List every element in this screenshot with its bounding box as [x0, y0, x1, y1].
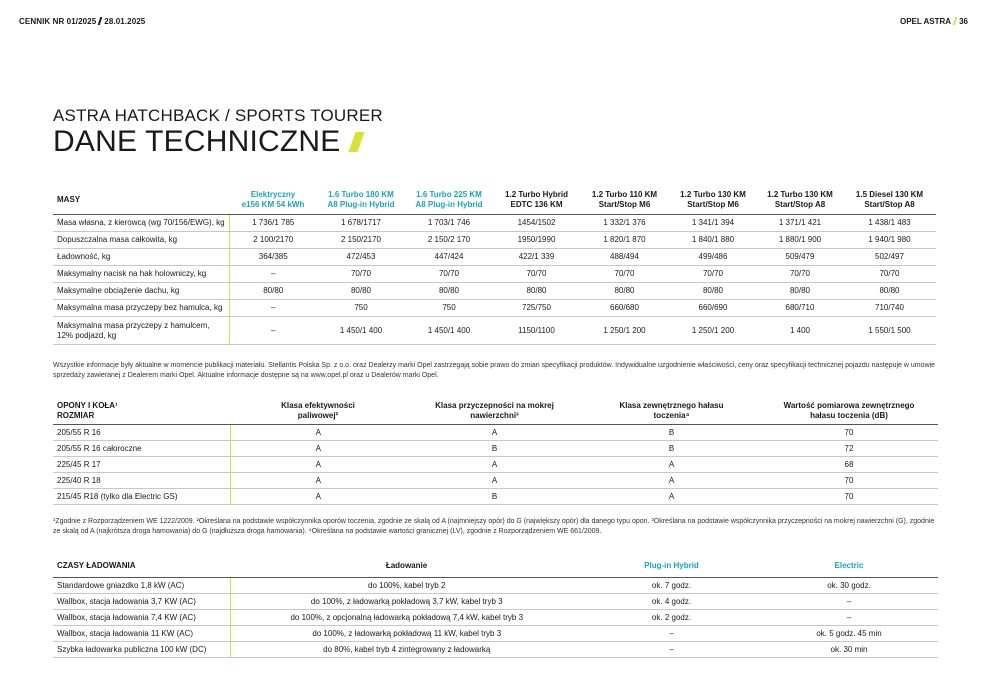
separator-slash	[953, 17, 958, 25]
table-row	[53, 300, 936, 317]
table-cell: 1 703/1 746	[405, 215, 493, 232]
phev-time: ok. 4 godz.	[583, 594, 760, 610]
noise-class: B	[583, 425, 760, 441]
tires-table	[53, 398, 938, 505]
table-row	[53, 578, 938, 594]
row-label: Maksymalna masa przyczepy bez hamulca, kg	[53, 300, 229, 317]
phev-time: –	[583, 642, 760, 658]
tire-size: 225/40 R 18	[53, 473, 230, 489]
table-cell: –	[229, 300, 317, 317]
noise-db: 68	[760, 457, 938, 473]
table-cell: 80/80	[229, 283, 317, 300]
noise-class-header: Klasa zewnętrznego hałasu toczenia⁴	[583, 398, 760, 425]
column-header: 1.5 Diesel 130 KM Start/Stop A8	[843, 187, 936, 215]
table-cell: 80/80	[493, 283, 580, 300]
charger-type: Wallbox, stacja ładowania 11 KW (AC)	[53, 626, 230, 642]
table-cell: 488/494	[580, 249, 669, 266]
charging-method: do 80%, kabel tryb 4 zintegrowany z ładowarką	[230, 642, 583, 658]
noise-db: 70	[760, 473, 938, 489]
table-row	[53, 283, 936, 300]
table-cell: 2 150/2 170	[405, 232, 493, 249]
table-cell: 1 940/1 980	[843, 232, 936, 249]
table-cell: 80/80	[757, 283, 843, 300]
noise-db: 72	[760, 441, 938, 457]
charging-method: do 100%, z ładowarką pokładową 11 kW, kabel tryb 3	[230, 626, 583, 642]
title-accent-mark	[349, 132, 365, 152]
page-header-right	[900, 17, 968, 26]
table-cell: 472/453	[317, 249, 405, 266]
table-row	[53, 489, 938, 505]
row-label: Maksymalne obciążenie dachu, kg	[53, 283, 229, 300]
table-cell: 1 400	[757, 317, 843, 345]
table-cell: 502/497	[843, 249, 936, 266]
table-cell: 660/680	[580, 300, 669, 317]
table-cell: 422/1 339	[493, 249, 580, 266]
table-cell: 1 438/1 483	[843, 215, 936, 232]
table-cell: 710/740	[843, 300, 936, 317]
wet-grip-header: Klasa przyczepności na mokrej nawierzchni³	[406, 398, 583, 425]
noise-db: 70	[760, 425, 938, 441]
column-header: 1.2 Turbo 110 KM Start/Stop M6	[580, 187, 669, 215]
wet-grip-class: A	[406, 473, 583, 489]
charger-type: Wallbox, stacja ładowania 3,7 KW (AC)	[53, 594, 230, 610]
table-cell: 1 678/1717	[317, 215, 405, 232]
table-row	[53, 425, 938, 441]
column-header: 1.2 Turbo 130 KM Start/Stop M6	[669, 187, 757, 215]
tire-size: 215/45 R18 (tylko dla Electric GS)	[53, 489, 230, 505]
masses-table	[53, 187, 936, 345]
column-header: 1.6 Turbo 180 KM A8 Plug-in Hybrid	[317, 187, 405, 215]
table-cell: 1 736/1 785	[229, 215, 317, 232]
table-cell: 70/70	[843, 266, 936, 283]
page-title	[53, 125, 361, 159]
fuel-efficiency-class: A	[230, 457, 406, 473]
tire-size: 205/55 R 16	[53, 425, 230, 441]
table-row	[53, 594, 938, 610]
charging-section-label: CZASY ŁADOWANIA	[53, 558, 230, 578]
table-row	[53, 266, 936, 283]
row-label: Masa własna, z kierowcą (wg 70/156/EWG), kg	[53, 215, 229, 232]
page-title-text: DANE TECHNICZNE	[53, 125, 341, 158]
tires-size-header: OPONY I KOŁA¹ ROZMIAR	[53, 398, 230, 425]
charging-method: do 100%, z opcjonalną ładowarką pokładową 7,4 kW, kabel tryb 3	[230, 610, 583, 626]
table-cell: 1 840/1 880	[669, 232, 757, 249]
ev-time: –	[760, 594, 938, 610]
ev-time: ok. 30 godz.	[760, 578, 938, 594]
phev-time: ok. 2 godz.	[583, 610, 760, 626]
noise-class: A	[583, 489, 760, 505]
model-name: OPEL ASTRA	[899, 17, 952, 26]
row-label: Dopuszczalna masa całkowita, kg	[53, 232, 229, 249]
table-cell: 1150/1100	[493, 317, 580, 345]
charger-type: Standardowe gniazdko 1,8 kW (AC)	[53, 578, 230, 594]
disclaimer-note: Wszystkie informacje były aktualne w momencie publikacji materiału. Stellantis Polska Sp. z o.o. oraz Dealerzy marki Opel zastrzegają sobie prawo do zmian specyfikacji produktów. Indywidualne uzgodnienie właściwości, ceny oraz specyfikacji technicznej pojazdu następuje w umowie sprzedaży zawieranej z Dealerem marki Opel. Aktualne informacje dostępne są na www.opel.pl oraz u Dealerów marki Opel.	[53, 362, 936, 379]
table-cell: 750	[317, 300, 405, 317]
charger-type: Wallbox, stacja ładowania 7,4 KW (AC)	[53, 610, 230, 626]
table-row	[53, 473, 938, 489]
table-cell: 80/80	[843, 283, 936, 300]
table-cell: 1 371/1 421	[757, 215, 843, 232]
table-cell: –	[229, 317, 317, 345]
table-row	[53, 317, 936, 345]
tire-size: 205/55 R 16 całoroczne	[53, 441, 230, 457]
fuel-efficiency-header: Klasa efektywności paliwowej²	[230, 398, 406, 425]
noise-db-header: Wartość pomiarowa zewnętrznego hałasu toczenia (dB)	[760, 398, 938, 425]
tires-footnotes: ¹Zgodnie z Rozporządzeniem WE 1222/2009. ²Określana na podstawie współczynnika oporów toczenia, zgodnie ze skalą od A (najmniejszy opór) do G (największy opór) dla danego typu opon. ³Określana na podstawie współczynnika przyczepności na mokrej nawierzchni (G), zgodnie ze skalą od A (najkrótsza droga hamowania) do G (najdłuższa droga hamowania). ⁴Określana na podstawie wartości granicznej (LV), zgodnie z Rozporządzeniem WE 661/2009.	[53, 518, 935, 535]
table-row	[53, 232, 936, 249]
table-row	[53, 457, 938, 473]
table-row	[53, 642, 938, 658]
table-cell: 1 450/1 400	[317, 317, 405, 345]
phev-time: –	[583, 626, 760, 642]
table-cell: 1 820/1 870	[580, 232, 669, 249]
table-cell: 2 100/2170	[229, 232, 317, 249]
noise-db: 70	[760, 489, 938, 505]
column-header: 1.6 Turbo 225 KM A8 Plug-in Hybrid	[405, 187, 493, 215]
price-list-date: 28.01.2025	[104, 17, 146, 26]
fuel-efficiency-class: A	[230, 441, 406, 457]
table-cell: 447/424	[405, 249, 493, 266]
fuel-efficiency-class: A	[230, 425, 406, 441]
table-cell: 70/70	[493, 266, 580, 283]
table-cell: 70/70	[669, 266, 757, 283]
table-row	[53, 215, 936, 232]
table-cell: 660/690	[669, 300, 757, 317]
tire-size: 225/45 R 17	[53, 457, 230, 473]
section-subtitle: ASTRA HATCHBACK / SPORTS TOURER	[53, 106, 383, 125]
fuel-efficiency-class: A	[230, 489, 406, 505]
noise-class: A	[583, 473, 760, 489]
ev-time: ok. 5 godz. 45 min	[760, 626, 938, 642]
column-header: 1.2 Turbo 130 KM Start/Stop A8	[757, 187, 843, 215]
table-cell: 1 450/1 400	[405, 317, 493, 345]
price-list-header	[19, 17, 145, 26]
ev-time: –	[760, 610, 938, 626]
price-list-number: CENNIK NR 01/2025	[19, 17, 97, 26]
table-cell: 2 150/2170	[317, 232, 405, 249]
charging-method: do 100%, kabel tryb 2	[230, 578, 583, 594]
table-cell: 1 250/1 200	[669, 317, 757, 345]
table-cell: 1 550/1 500	[843, 317, 936, 345]
fuel-efficiency-class: A	[230, 473, 406, 489]
charging-header-row	[53, 558, 938, 578]
wet-grip-class: A	[406, 425, 583, 441]
table-cell: 680/710	[757, 300, 843, 317]
table-cell: 80/80	[317, 283, 405, 300]
table-cell: 70/70	[317, 266, 405, 283]
row-label: Ładowność, kg	[53, 249, 229, 266]
table-cell: 1454/1502	[493, 215, 580, 232]
column-header: Elektryczny e156 KM 54 kWh	[229, 187, 317, 215]
table-cell: –	[229, 266, 317, 283]
table-cell: 1950/1990	[493, 232, 580, 249]
table-cell: 499/486	[669, 249, 757, 266]
tires-header-row	[53, 398, 938, 425]
ev-time: ok. 30 min	[760, 642, 938, 658]
table-row	[53, 610, 938, 626]
phev-header: Plug-in Hybrid	[583, 558, 760, 578]
wet-grip-class: A	[406, 457, 583, 473]
table-cell: 1 332/1 376	[580, 215, 669, 232]
column-header: 1.2 Turbo Hybrid EDTC 136 KM	[493, 187, 580, 215]
table-cell: 750	[405, 300, 493, 317]
table-cell: 1 341/1 394	[669, 215, 757, 232]
masses-section-label: MASY	[53, 187, 229, 215]
charging-times-table	[53, 558, 938, 658]
charger-type: Szybka ładowarka publiczna 100 kW (DC)	[53, 642, 230, 658]
table-cell: 1 880/1 900	[757, 232, 843, 249]
row-label: Maksymalny nacisk na hak holowniczy, kg	[53, 266, 229, 283]
table-row	[53, 441, 938, 457]
masses-header-row	[53, 187, 936, 215]
table-cell: 1 250/1 200	[580, 317, 669, 345]
phev-time: ok. 7 godz.	[583, 578, 760, 594]
table-cell: 70/70	[405, 266, 493, 283]
table-cell: 70/70	[757, 266, 843, 283]
table-cell: 80/80	[580, 283, 669, 300]
table-cell: 80/80	[405, 283, 493, 300]
separator-slash	[98, 17, 103, 25]
table-cell: 509/479	[757, 249, 843, 266]
table-cell: 80/80	[669, 283, 757, 300]
table-row	[53, 249, 936, 266]
row-label: Maksymalna masa przyczepy z hamulcem, 12% podjazd, kg	[53, 317, 229, 345]
noise-class: B	[583, 441, 760, 457]
table-cell: 364/385	[229, 249, 317, 266]
noise-class: A	[583, 457, 760, 473]
table-cell: 725/750	[493, 300, 580, 317]
charging-method: do 100%, z ładowarką pokładową 3,7 kW, kabel tryb 3	[230, 594, 583, 610]
wet-grip-class: B	[406, 489, 583, 505]
table-cell: 70/70	[580, 266, 669, 283]
ev-header: Electric	[760, 558, 938, 578]
page-number: 36	[959, 17, 968, 26]
charging-method-header: Ładowanie	[230, 558, 583, 578]
table-row	[53, 626, 938, 642]
wet-grip-class: B	[406, 441, 583, 457]
